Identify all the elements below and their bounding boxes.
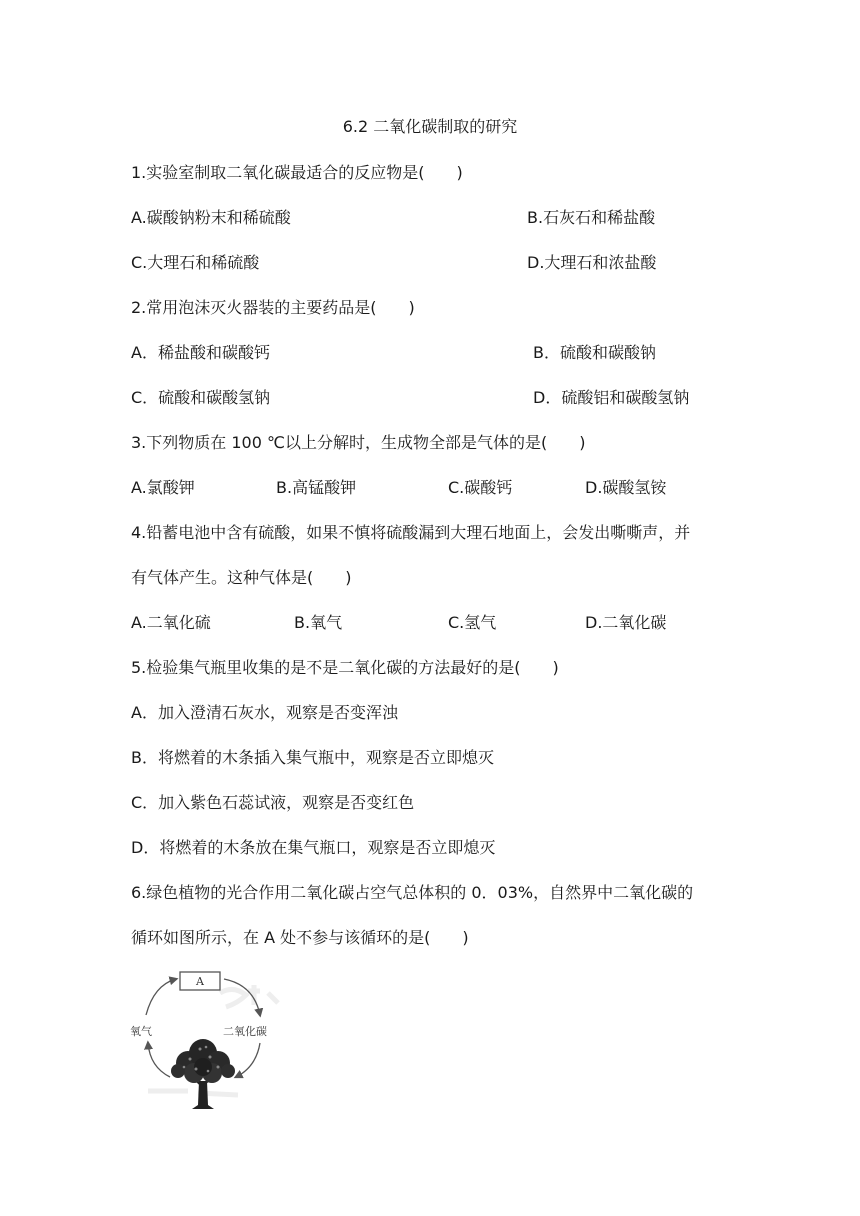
question-5-option-d: D．将燃着的木条放在集气瓶口，观察是否立即熄灭 bbox=[131, 838, 496, 857]
question-3-option-b: B.高锰酸钾 bbox=[276, 478, 357, 497]
question-5-option-a: A．加入澄清石灰水，观察是否变浑浊 bbox=[131, 703, 398, 722]
arrow-oxygen-to-box bbox=[146, 979, 176, 1015]
arrow-tree-to-oxygen bbox=[148, 1043, 170, 1077]
co2-label: 二氧化碳 bbox=[223, 1025, 267, 1038]
question-4-stem-line-2: 有气体产生。这种气体是( ) bbox=[131, 568, 352, 587]
question-4-option-b: B.氧气 bbox=[294, 613, 343, 632]
question-2-option-c: C．硫酸和碳酸氢钠 bbox=[131, 388, 271, 407]
question-4-option-a: A.二氧化硫 bbox=[131, 613, 211, 632]
question-2-option-d: D．硫酸铝和碳酸氢钠 bbox=[533, 388, 690, 407]
question-2-option-b: B．硫酸和碳酸钠 bbox=[533, 343, 656, 362]
page-title: 6.2 二氧化碳制取的研究 bbox=[342, 117, 518, 136]
question-2-stem: 2.常用泡沫灭火器装的主要药品是( ) bbox=[131, 298, 415, 317]
question-4-option-d: D.二氧化碳 bbox=[585, 613, 667, 632]
question-1-option-d: D.大理石和浓盐酸 bbox=[527, 253, 657, 272]
question-1-option-a: A.碳酸钠粉末和稀硫酸 bbox=[131, 208, 291, 227]
question-3-option-a: A.氯酸钾 bbox=[131, 478, 195, 497]
question-6-stem-line-1: 6.绿色植物的光合作用二氧化碳占空气总体积的 0．03%，自然界中二氧化碳的 bbox=[131, 883, 694, 902]
question-6-stem-line-2: 循环如图所示，在 A 处不参与该循环的是( ) bbox=[131, 928, 469, 947]
question-5-stem: 5.检验集气瓶里收集的是不是二氧化碳的方法最好的是( ) bbox=[131, 658, 559, 677]
question-1-stem: 1.实验室制取二氧化碳最适合的反应物是( ) bbox=[131, 163, 463, 182]
question-4-stem-line-1: 4.铅蓄电池中含有硫酸，如果不慎将硫酸漏到大理石地面上，会发出嘶嘶声，并 bbox=[131, 523, 691, 542]
question-5-option-c: C．加入紫色石蕊试液，观察是否变红色 bbox=[131, 793, 415, 812]
oxygen-label: 氧气 bbox=[130, 1025, 152, 1038]
question-3-option-d: D.碳酸氢铵 bbox=[585, 478, 667, 497]
question-4-option-c: C.氢气 bbox=[448, 613, 497, 632]
arrow-co2-to-tree bbox=[236, 1043, 260, 1077]
question-2-option-a: A．稀盐酸和碳酸钙 bbox=[131, 343, 270, 362]
box-a-label: A bbox=[196, 975, 204, 988]
tree-icon bbox=[171, 1039, 235, 1109]
question-1-option-c: C.大理石和稀硫酸 bbox=[131, 253, 260, 272]
question-3-option-c: C.碳酸钙 bbox=[448, 478, 513, 497]
carbon-cycle-diagram bbox=[128, 963, 283, 1111]
question-1-option-b: B.石灰石和稀盐酸 bbox=[527, 208, 656, 227]
question-5-option-b: B．将燃着的木条插入集气瓶中，观察是否立即熄灭 bbox=[131, 748, 494, 767]
question-3-stem: 3.下列物质在 100 ℃以上分解时，生成物全部是气体的是( ) bbox=[131, 433, 586, 452]
box-a bbox=[180, 972, 220, 990]
